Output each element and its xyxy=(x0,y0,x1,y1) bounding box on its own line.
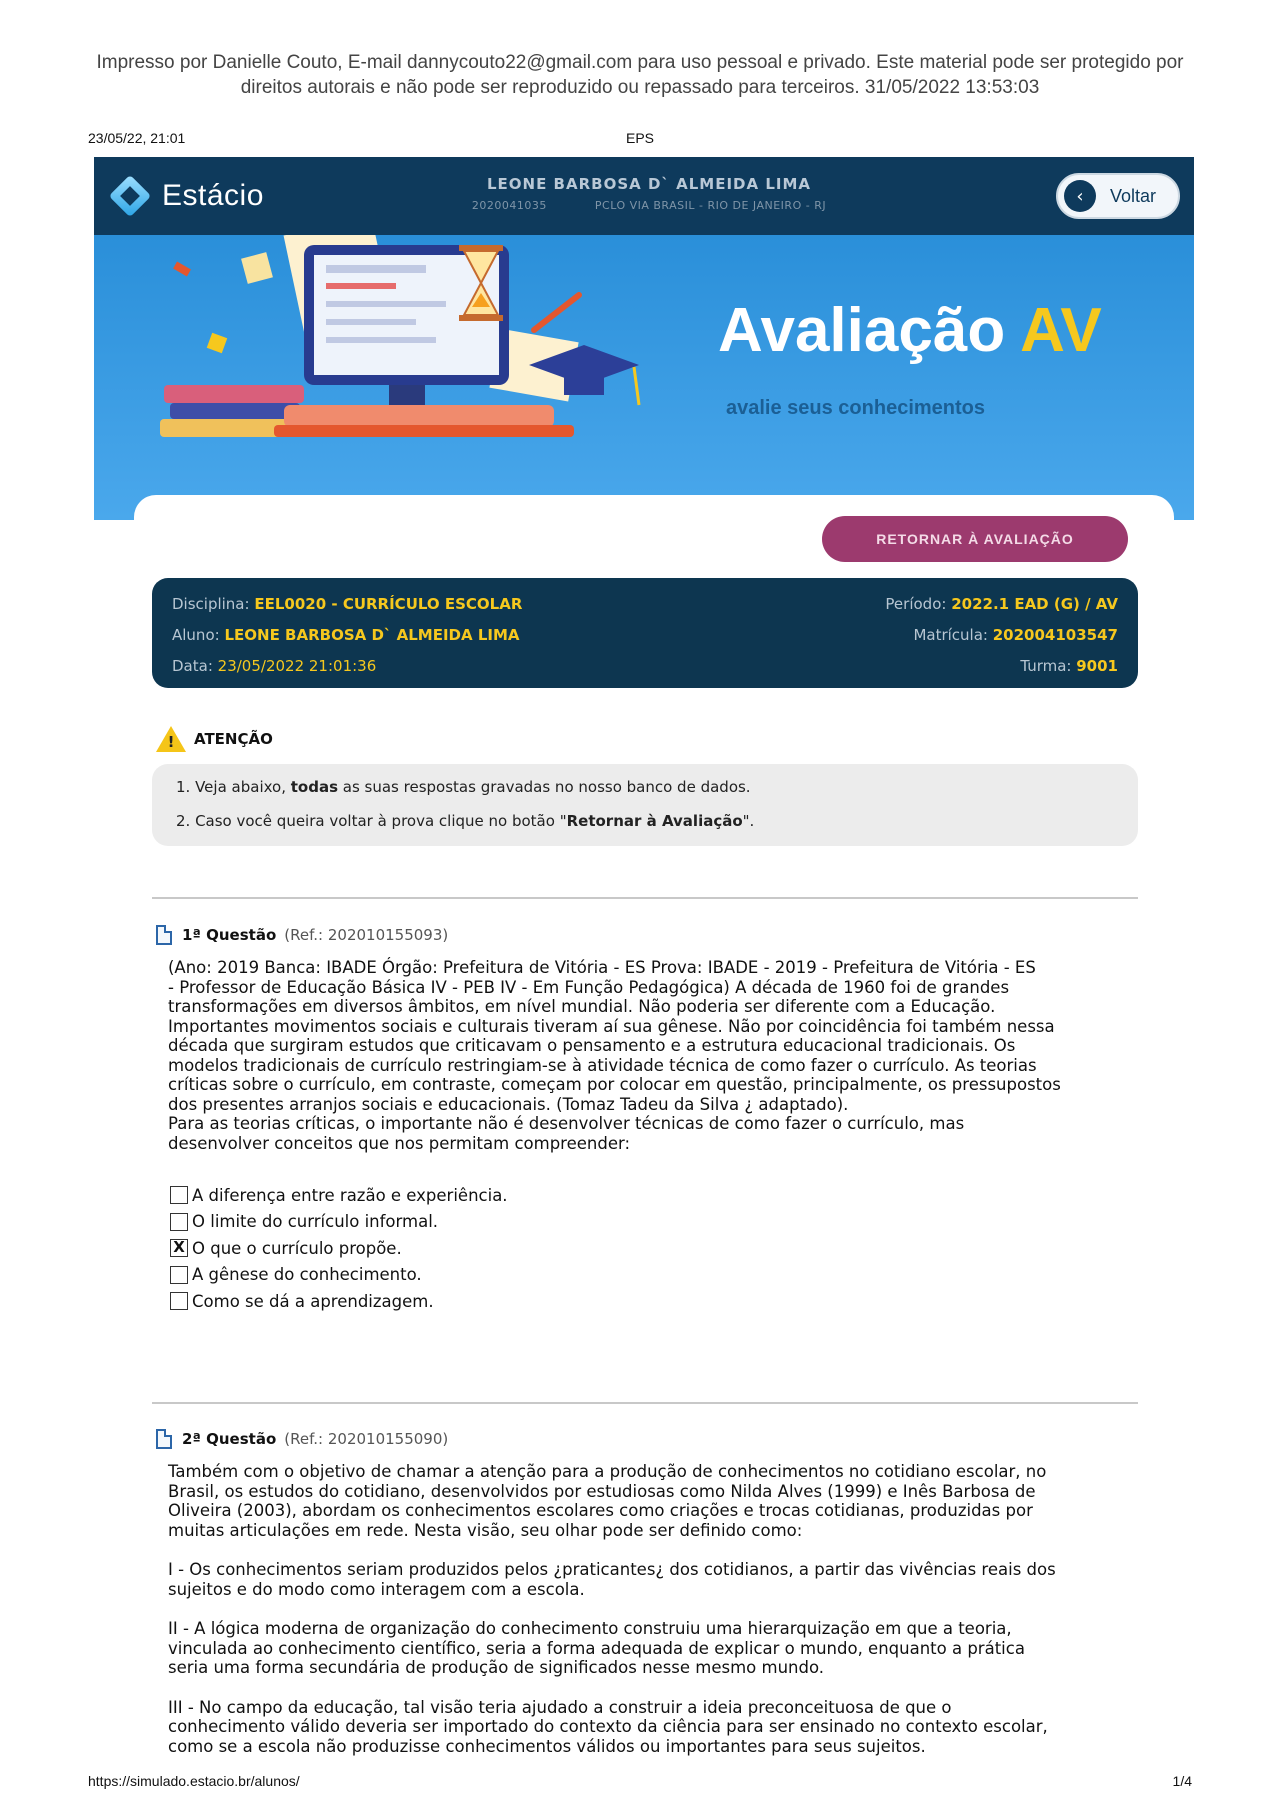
back-button-label: Voltar xyxy=(1110,185,1157,206)
period-label: Período: xyxy=(885,595,947,613)
date-label: Data: xyxy=(172,657,213,675)
question-number: 1ª Questão xyxy=(182,926,277,944)
answer-text: Como se dá a aprendizagem. xyxy=(192,1291,434,1311)
question-ref: (Ref.: 202010155093) xyxy=(284,926,449,944)
hero-title-text: Avaliação xyxy=(718,296,1006,365)
print-title: EPS xyxy=(625,130,654,146)
notice-item-2: 2. Caso você queira voltar à prova clique no botão "Retornar à Avaliação". xyxy=(176,812,755,830)
estacio-logo[interactable] xyxy=(106,169,264,223)
student-polo: PCLO VIA BRASIL - RIO DE JANEIRO - RJ xyxy=(594,199,827,212)
print-page-number: 1/4 xyxy=(1172,1773,1192,1789)
answer-option[interactable] xyxy=(170,1235,870,1262)
question-2-paragraph: Também com o objetivo de chamar a atenção para a produção de conhecimentos no cotidiano escolar, no Brasil, os estudos do cotidiano, desenvolvidos por estudiosas como Nilda Alves (1999) e Inês Barbosa de Oliveira (2003), abordam os conhecimentos escolares como criações e trocas cotidianas, produzidas por muitas articulações em rede. Nesta visão, seu olhar pode ser definido como: xyxy=(168,1462,1047,1540)
print-header xyxy=(88,130,1192,150)
answer-text: A gênese do conhecimento. xyxy=(192,1265,422,1285)
laptop-study-illustration xyxy=(134,235,694,520)
answer-checkbox[interactable] xyxy=(170,1266,188,1284)
question-1-options xyxy=(170,1182,870,1315)
back-button[interactable] xyxy=(1056,173,1180,219)
question-2-statement-iii: III - No campo da educação, tal visão teria ajudado a construir a ideia preconceituosa de que o conhecimento válido deveria ser importado do contexto da ciência para ser ensinado no contexto escolar, como se a escola não produzisse conhecimentos válidos ou importantes para seus sujeitos. xyxy=(168,1697,1048,1756)
document-icon xyxy=(156,1429,172,1449)
discipline-value: EEL0020 - CURRÍCULO ESCOLAR xyxy=(254,595,523,613)
chevron-left-icon: ‹ xyxy=(1064,180,1096,212)
print-url: https://simulado.estacio.br/alunos/ xyxy=(88,1773,300,1789)
divider xyxy=(152,897,1138,899)
period-value: 2022.1 EAD (G) / AV xyxy=(951,595,1118,613)
answer-text: O limite do currículo informal. xyxy=(192,1212,439,1232)
attention-label: ATENÇÃO xyxy=(194,730,273,748)
answer-option[interactable] xyxy=(170,1209,870,1236)
notice-item-1: 1. Veja abaixo, todas as suas respostas gravadas no nosso banco de dados. xyxy=(176,778,751,796)
answer-option[interactable] xyxy=(170,1262,870,1289)
divider xyxy=(152,1402,1138,1404)
answer-checkbox-checked[interactable]: X xyxy=(170,1239,188,1257)
answer-text: A diferença entre razão e experiência. xyxy=(192,1185,508,1205)
print-date: 23/05/22, 21:01 xyxy=(88,130,186,146)
student-info xyxy=(414,175,884,212)
print-footer xyxy=(88,1773,1192,1793)
top-bar xyxy=(94,157,1194,235)
question-2-text xyxy=(168,1462,1128,1776)
hero-banner xyxy=(94,235,1194,520)
question-2-statement-i: I - Os conhecimentos seriam produzidos pelos ¿praticantes¿ dos cotidianos, a partir das vivências reais dos sujeitos e do modo como interagem com a escola. xyxy=(168,1560,1056,1599)
watermark-line-2: direitos autorais e não pode ser reproduzido ou repassado para terceiros. 31/05/2022 13:53:03 xyxy=(240,77,1040,98)
exam-info-panel xyxy=(152,578,1138,688)
student-label: Aluno: xyxy=(172,626,220,644)
class-label: Turma: xyxy=(1020,657,1072,675)
student-name: LEONE BARBOSA D` ALMEIDA LIMA xyxy=(486,175,812,193)
estacio-logo-icon xyxy=(106,172,154,220)
answer-text: O que o currículo propõe. xyxy=(192,1238,402,1258)
watermark-line-1: Impresso por Danielle Couto, E-mail dannycouto22@gmail.com para uso pessoal e privado. Este material pode ser protegido por xyxy=(96,52,1184,73)
hero-title xyxy=(718,295,1102,366)
question-1-header xyxy=(156,924,448,946)
document-icon xyxy=(156,925,172,945)
answer-checkbox[interactable] xyxy=(170,1292,188,1310)
attention-heading xyxy=(156,724,273,754)
date-value: 23/05/2022 21:01:36 xyxy=(217,657,377,675)
attention-notice xyxy=(152,764,1138,846)
question-1-text: (Ano: 2019 Banca: IBADE Órgão: Prefeitura de Vitória - ES Prova: IBADE - 2019 - Prefeitura de Vitória - ES - Professor de Educação Básica IV - PEB IV - Em Função Pedagógica) A década de 1960 foi de grandes transformações em diversos âmbitos, em nível mundial. Não poderia ser diferente com a Educação. Importantes movimentos sociais e culturais tiveram aí sua gênese. Não por coincidência foi também nessa década que surgiram estudos que criticavam o pensamento e a estrutura educacional tradicionais. Os modelos tradicionais de currículo restringiam-se à atividade técnica de como fazer o currículo. As teorias críticas sobre o currículo, em contraste, começam por colocar em questão, principalmente, os pressupostos dos presentes arranjos sociais e educacionais. (Tomaz Tadeu da Silva ¿ adaptado). Para as teorias críticas, o importante não é desenvolver técnicas de como fazer o currículo, mas desenvolver conceitos que nos permitam compreender: xyxy=(168,958,1061,1153)
question-number: 2ª Questão xyxy=(182,1430,277,1448)
student-value: LEONE BARBOSA D` ALMEIDA LIMA xyxy=(224,626,520,644)
student-code: 2020041035 xyxy=(471,199,547,212)
logo-text: Estácio xyxy=(162,179,264,212)
enrollment-label: Matrícula: xyxy=(913,626,988,644)
answer-checkbox[interactable] xyxy=(170,1186,188,1204)
discipline-label: Disciplina: xyxy=(172,595,250,613)
print-watermark xyxy=(40,50,1240,100)
question-ref: (Ref.: 202010155090) xyxy=(284,1430,449,1448)
question-2-header xyxy=(156,1428,448,1450)
answer-option[interactable] xyxy=(170,1288,870,1315)
hero-subtitle: avalie seus conhecimentos xyxy=(726,397,986,419)
enrollment-value: 202004103547 xyxy=(992,626,1118,644)
hero-title-highlight: AV xyxy=(1020,296,1102,365)
warning-icon: ! xyxy=(156,725,186,753)
return-to-exam-button[interactable]: RETORNAR À AVALIAÇÃO xyxy=(822,516,1128,562)
answer-option[interactable] xyxy=(170,1182,870,1209)
answer-checkbox[interactable] xyxy=(170,1213,188,1231)
question-2-statement-ii: II - A lógica moderna de organização do conhecimento construiu uma hierarquização em que a teoria, vinculada ao conhecimento científico, seria a forma adequada de explicar o mundo, enquanto a prática seria uma forma secundária de produção de significados nesse mesmo mundo. xyxy=(168,1619,1025,1677)
class-value: 9001 xyxy=(1076,657,1118,675)
